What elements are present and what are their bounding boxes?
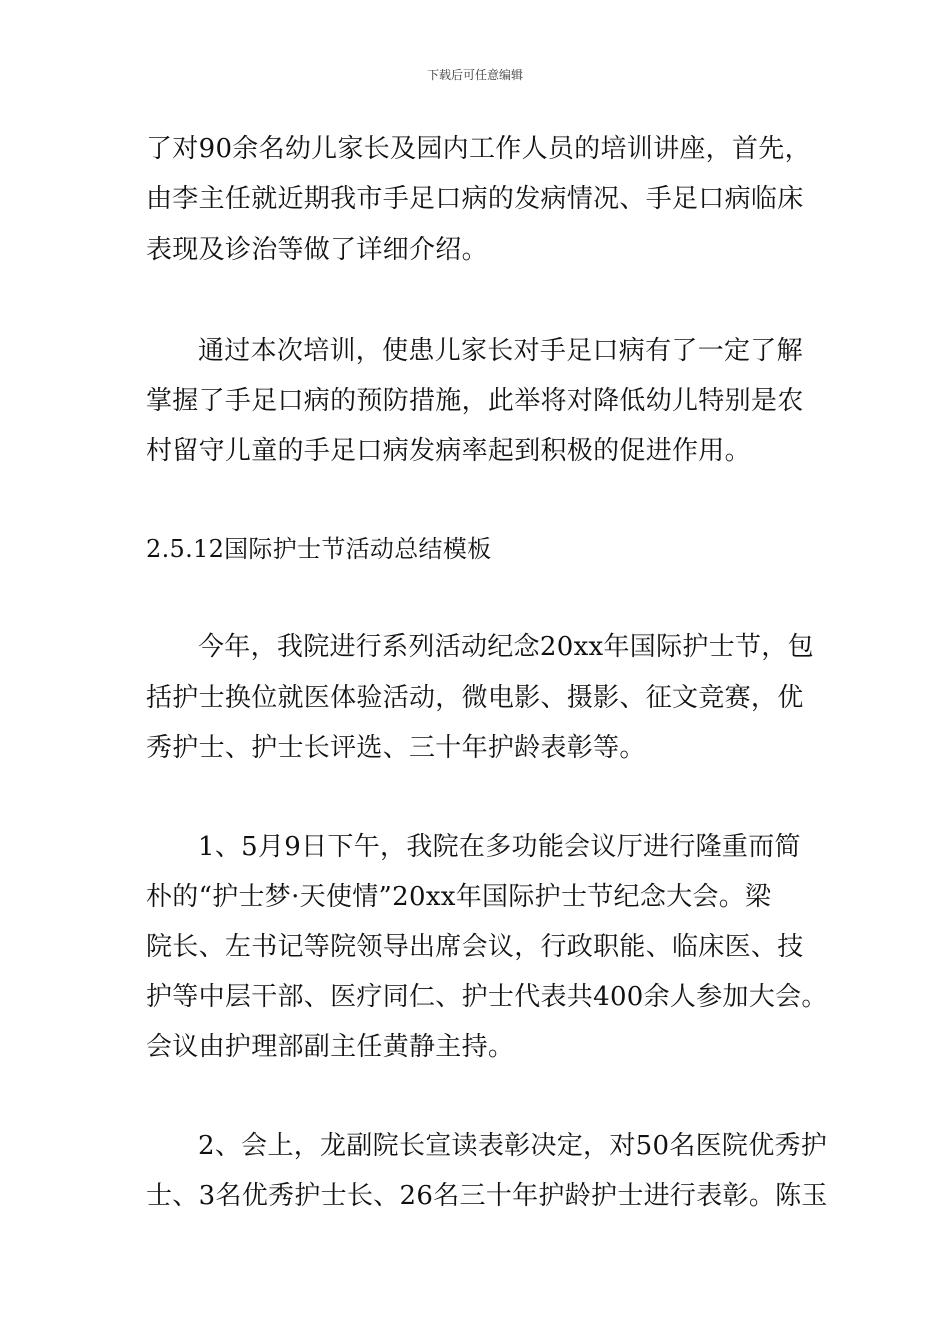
paragraph-line: 2、会上，龙副院长宣读表彰决定，对50名医院优秀护 [198,1131,828,1161]
paragraph-line: 村留守儿童的手足口病发病率起到积极的促进作用。 [146,436,751,466]
paragraph-line: 护等中层干部、医疗同仁、护士代表共400余人参加大会。 [146,982,828,1012]
paragraph-line: 会议由护理部副主任黄静主持。 [146,1032,515,1062]
paragraph-line: 由李主任就近期我市手足口病的发病情况、手足口病临床 [146,184,804,214]
paragraph-line: 括护士换位就医体验活动，微电影、摄影、征文竞赛，优 [146,683,804,713]
paragraph-line: 掌握了手足口病的预防措施，此举将对降低幼儿特别是农 [146,386,804,416]
paragraph-line: 1、5月9日下午，我院在多功能会议厅进行隆重而简 [198,832,801,862]
paragraph-line: 通过本次培训，使患儿家长对手足口病有了一定了解 [198,336,803,366]
page-header: 下载后可任意编辑 [426,68,523,82]
paragraph-line: 院长、左书记等院领导出席会议，行政职能、临床医、技 [146,932,804,962]
paragraph-line: 士、3名优秀护士长、26名三十年护龄护士进行表彰。陈玉 [146,1181,828,1211]
paragraph-line: 朴的“护士梦·天使情”20xx年国际护士节纪念大会。梁 [146,882,772,912]
paragraph-line: 秀护士、护士长评选、三十年护龄表彰等。 [146,733,646,763]
paragraph-line: 了对90余名幼儿家长及园内工作人员的培训讲座，首先， [146,134,811,164]
section-heading: 2.5.12国际护士节活动总结模板 [146,535,492,563]
paragraph-line: 今年，我院进行系列活动纪念20xx年国际护士节，包 [198,632,814,662]
paragraph-line: 表现及诊治等做了详细介绍。 [146,235,488,265]
